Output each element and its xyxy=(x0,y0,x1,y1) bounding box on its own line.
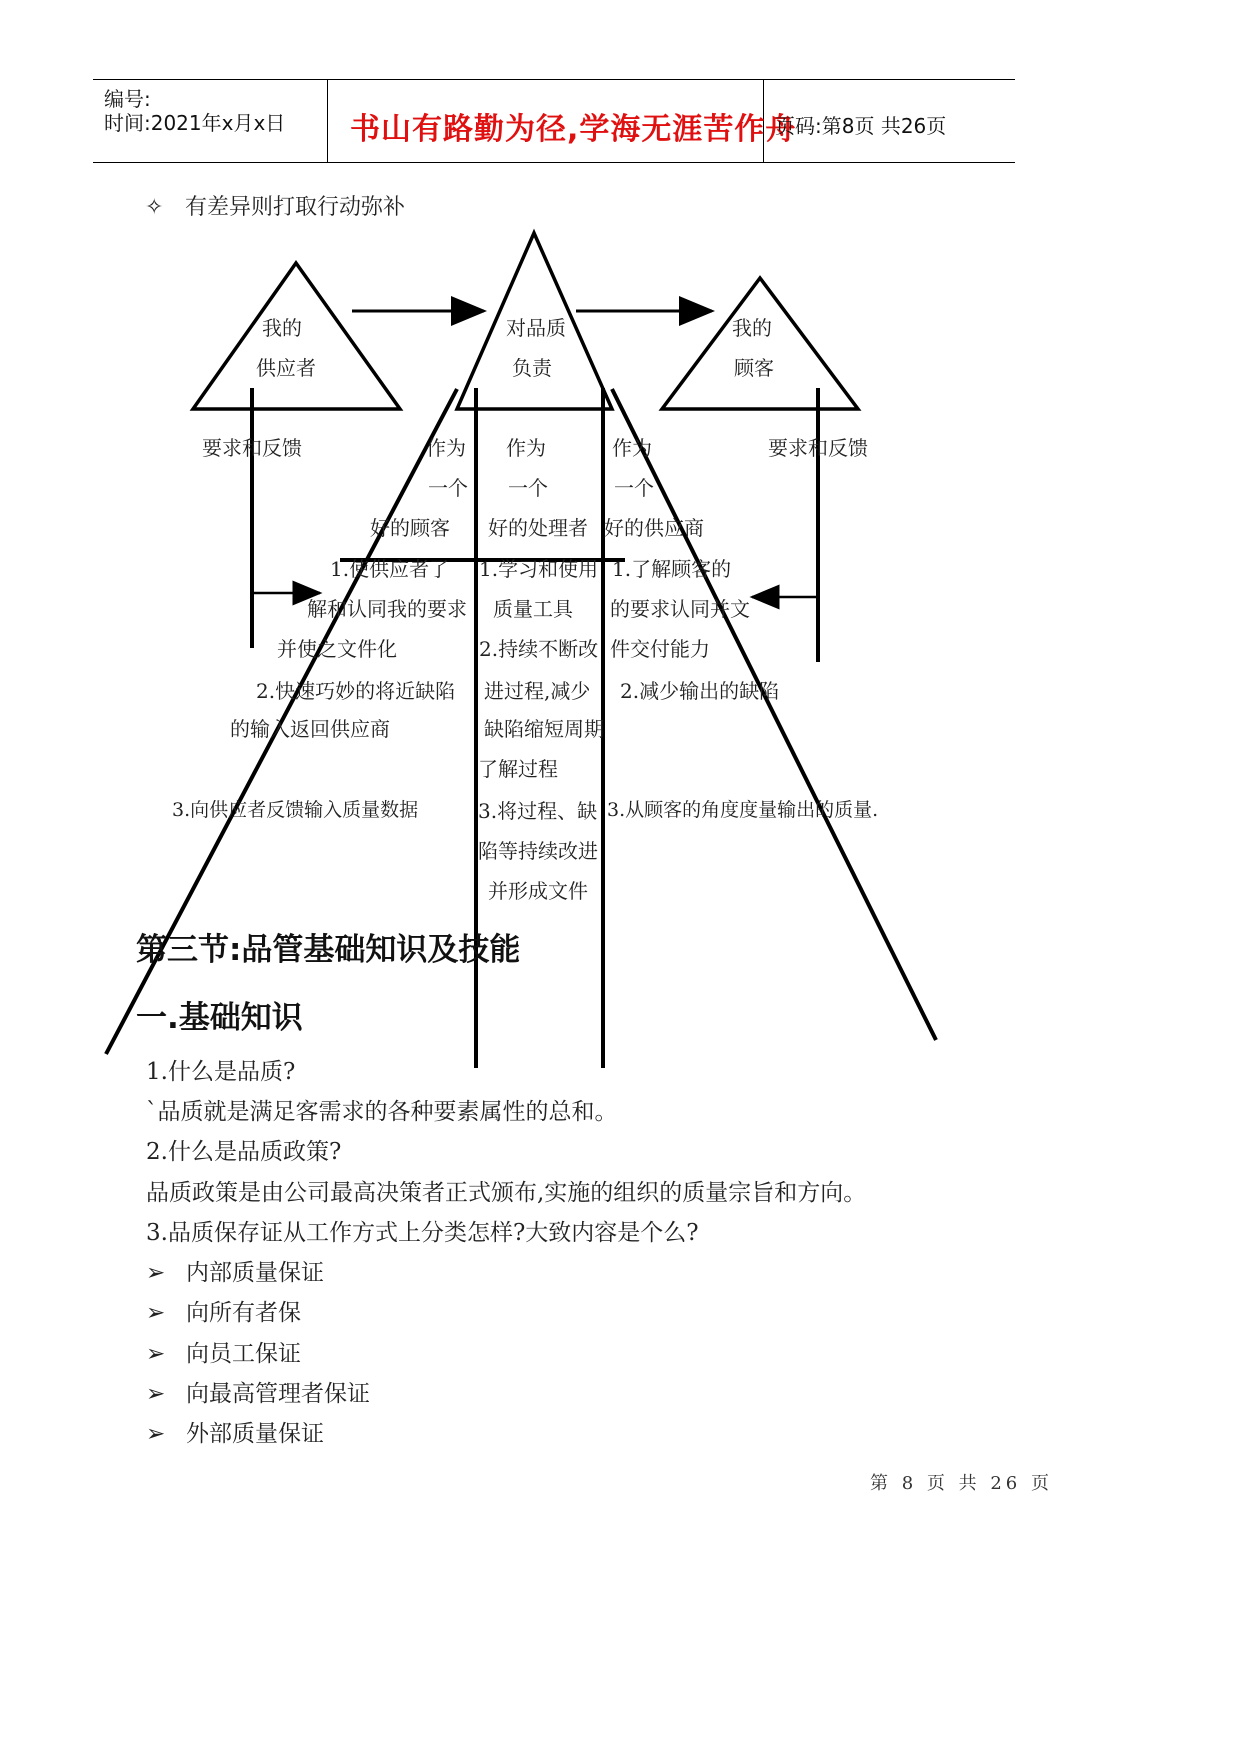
right-role-1: 作为 xyxy=(612,436,652,460)
customer-label-1: 我的 xyxy=(732,316,772,340)
arrowhead-bullet-icon: ➢ xyxy=(146,1300,166,1326)
list-item xyxy=(146,1335,301,1368)
right-feedback-label: 要求和反馈 xyxy=(768,436,868,460)
section-title: 第三节:品管基础知识及技能 xyxy=(136,932,521,968)
intro-bullet-text: 有差异则打取行动弥补 xyxy=(185,195,406,220)
right-role-3: 好的供应商 xyxy=(604,516,704,540)
body-line-1: 1.什么是品质? xyxy=(146,1059,296,1085)
body-line-2: `品质就是满足客需求的各种要素属性的总和。 xyxy=(146,1099,618,1125)
center-role-1: 作为 xyxy=(506,436,546,460)
list-item xyxy=(146,1254,324,1287)
header-motto: 书山有路勤为径,学海无涯苦作舟 xyxy=(350,112,797,147)
center-item-2: 质量工具 xyxy=(493,597,573,621)
subsection-title: 一.基础知识 xyxy=(136,1000,303,1036)
center-item-8: 陷等持续改进 xyxy=(478,839,598,863)
left-item-4: 2.快速巧妙的将近缺陷 xyxy=(256,679,456,703)
list-item xyxy=(146,1415,324,1448)
header-number-label: 编号: xyxy=(104,87,151,111)
center-item-4: 进过程,减少 xyxy=(484,679,591,703)
arrowhead-bullet-icon: ➢ xyxy=(146,1260,166,1286)
list-item-text: 向所有者保 xyxy=(186,1300,301,1326)
body-line-5: 3.品质保存证从工作方式上分类怎样?大致内容是个么? xyxy=(146,1220,699,1246)
left-item-2: 解和认同我的要求 xyxy=(307,597,467,621)
header-page-code: 页码:第8页 共26页 xyxy=(775,114,947,138)
supplier-label-1: 我的 xyxy=(262,316,302,340)
center-item-1: 1.学习和使用 xyxy=(479,557,599,581)
arrowhead-bullet-icon: ➢ xyxy=(146,1381,166,1407)
list-item xyxy=(146,1294,301,1327)
left-role-1: 作为 xyxy=(426,436,466,460)
right-item-5: 3.从顾客的角度度量输出的质量. xyxy=(607,799,879,821)
left-feedback-label: 要求和反馈 xyxy=(202,436,302,460)
arrowhead-bullet-icon: ➢ xyxy=(146,1341,166,1367)
left-item-5: 的输入返回供应商 xyxy=(230,717,390,741)
diamond-star-icon: ✧ xyxy=(145,195,164,220)
center-item-5: 缺陷缩短周期 xyxy=(484,717,604,741)
center-role-3: 好的处理者 xyxy=(488,516,588,540)
quality-label-2: 负责 xyxy=(512,356,552,380)
list-item-text: 内部质量保证 xyxy=(186,1260,324,1286)
left-item-3: 并使之文件化 xyxy=(277,637,397,661)
left-role-2: 一个 xyxy=(428,476,468,500)
list-item xyxy=(146,1375,370,1408)
list-item-text: 外部质量保证 xyxy=(186,1421,324,1447)
right-item-2: 的要求认同并文 xyxy=(610,597,750,621)
supplier-label-2: 供应者 xyxy=(256,356,316,380)
page-footer: 第 8 页 共 26 页 xyxy=(870,1473,1053,1494)
right-item-3: 件交付能力 xyxy=(610,637,710,661)
left-item-1: 1.使供应者了 xyxy=(330,557,450,581)
customer-label-2: 顾客 xyxy=(734,356,774,380)
center-item-6: 了解过程 xyxy=(478,757,558,781)
right-role-2: 一个 xyxy=(614,476,654,500)
right-diagonal-line xyxy=(612,389,936,1040)
body-line-3: 2.什么是品质政策? xyxy=(146,1139,342,1165)
right-item-4: 2.减少输出的缺陷 xyxy=(620,679,780,703)
list-item-text: 向员工保证 xyxy=(186,1341,301,1367)
left-item-6: 3.向供应者反馈输入质量数据 xyxy=(172,799,419,821)
center-item-9: 并形成文件 xyxy=(488,879,588,903)
right-item-1: 1.了解顾客的 xyxy=(612,557,732,581)
list-item-text: 向最高管理者保证 xyxy=(186,1381,370,1407)
arrowhead-bullet-icon: ➢ xyxy=(146,1421,166,1447)
body-line-4: 品质政策是由公司最高决策者正式颁布,实施的组织的质量宗旨和方向。 xyxy=(146,1180,867,1206)
center-role-2: 一个 xyxy=(508,476,548,500)
center-item-7: 3.将过程、缺 xyxy=(478,799,598,823)
center-item-3: 2.持续不断改 xyxy=(479,637,599,661)
quality-label-1: 对品质 xyxy=(506,316,566,340)
customer-triangle xyxy=(662,278,858,409)
header-time-label: 时间:2021年x月x日 xyxy=(104,111,286,135)
left-role-3: 好的顾客 xyxy=(370,516,450,540)
